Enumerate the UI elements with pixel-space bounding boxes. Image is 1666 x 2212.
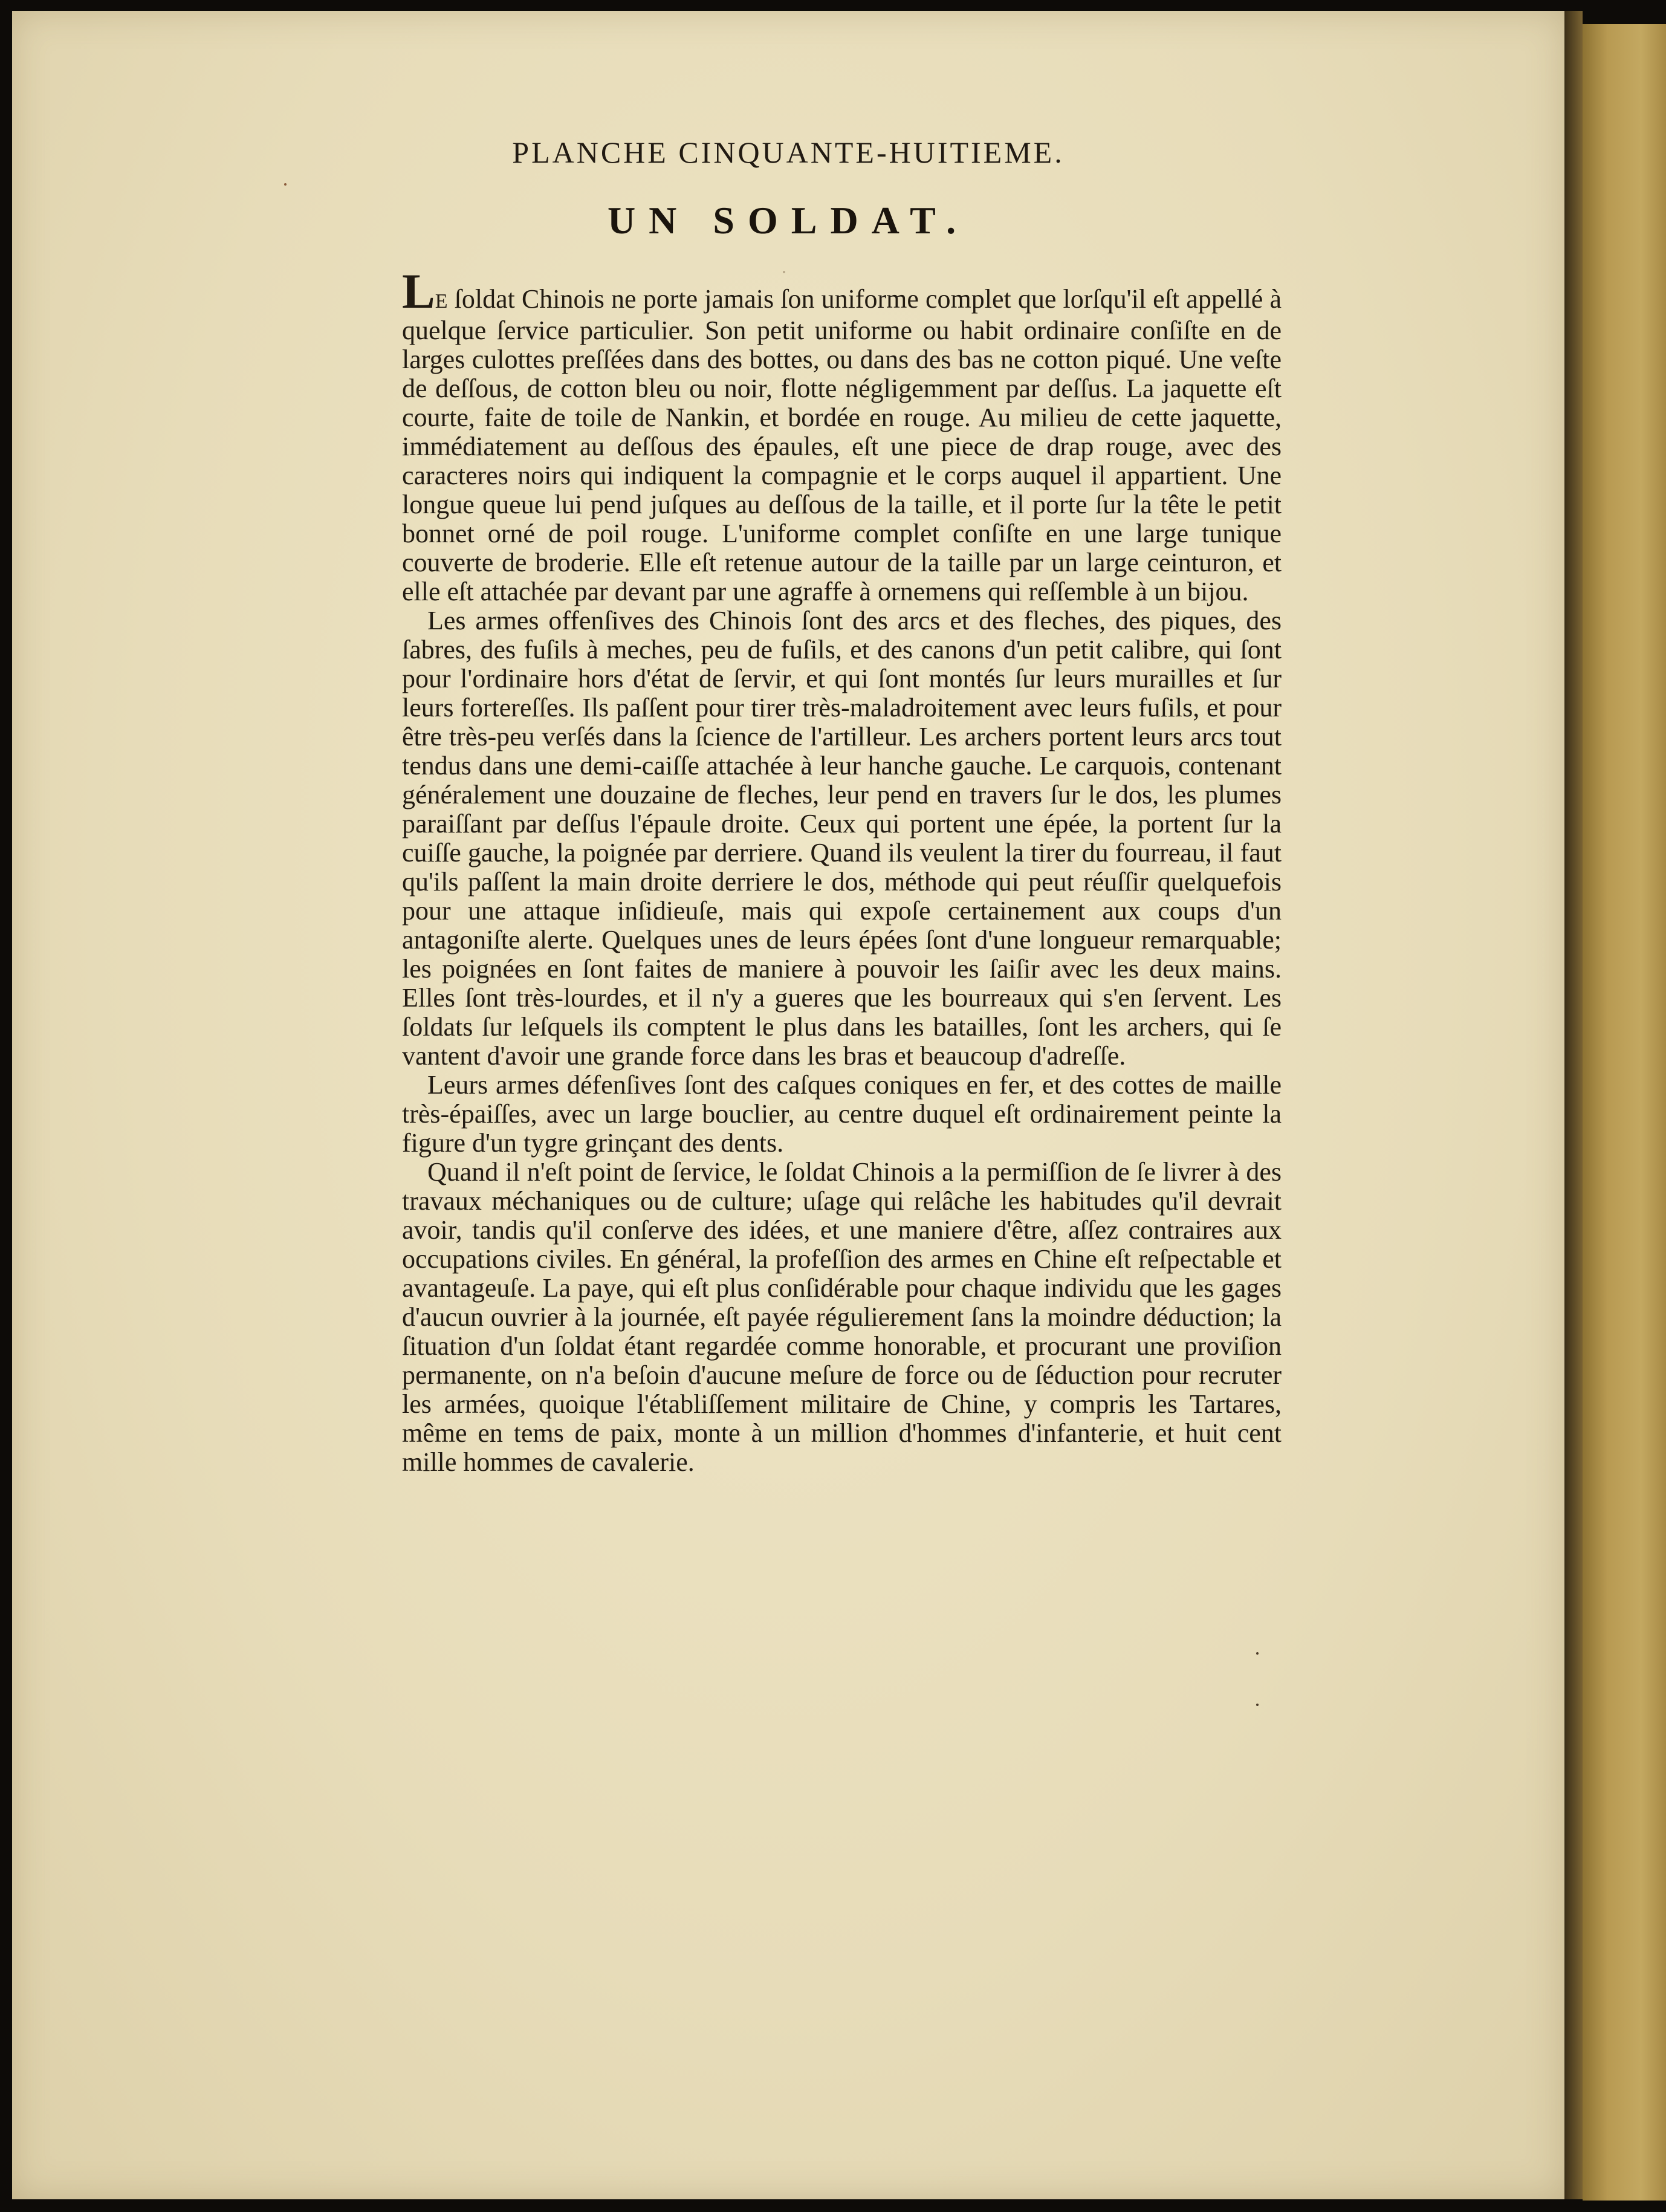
small-caps: E	[435, 290, 448, 313]
paragraph-1	[402, 264, 1282, 606]
running-head: PLANCHE CINQUANTE-HUITIEME.	[512, 135, 1065, 169]
paragraph-1-text: ſoldat Chinois ne porte jamais ſon uniforme complet que lorſqu'il eſt appellé à quelque ſervice particulier. Son petit uniforme ou habit ordinaire conſiſte en de larges culottes preſſées dans des bottes, ou dans des bas ne cotton piqué. Une veſte de deſſous, de cotton bleu ou noir, flotte négligemment par deſſus. La jaquette eſt courte, faite de toile de Nankin, et bordée en rouge. Au milieu de cette jaquette, immédiatement au deſſous des épaules, eſt une piece de drap rouge, avec des caracteres noirs qui indiquent la compagnie et le corps auquel il appartient. Une longue queue lui pend juſques au deſſous de la taille, et il porte ſur la tête le petit bonnet orné de poil rouge. L'uniforme complet conſiſte en une large tunique couverte de broderie. Elle eſt retenue autour de la taille par un large ceinturon, et elle eſt attachée par devant par une agraffe à ornemens qui reſſemble à un bijou.	[402, 284, 1282, 606]
book-page	[12, 11, 1564, 2199]
book-gutter	[1564, 11, 1583, 2199]
paragraph-2: Les armes offenſives des Chinois ſont des arcs et des fleches, des piques, des ſabres, des fuſils à meches, peu de fuſils, et des canons d'un petit calibre, qui ſont pour l'ordinaire hors d'état de ſervir, et qui ſont montés ſur leurs murailles et ſur leurs fortereſſes. Ils paſſent pour tirer très-maladroitement avec leurs fuſils, et pour être très-peu verſés dans la ſcience de l'artilleur. Les archers portent leurs arcs tout tendus dans une demi-caiſſe attachée à leur hanche gauche. Le carquois, contenant généralement une douzaine de fleches, leur pend en travers ſur le dos, les plumes paraiſſant par deſſus l'épaule droite. Ceux qui portent une épée, la portent ſur la cuiſſe gauche, la poignée par derriere. Quand ils veulent la tirer du fourreau, il faut qu'ils paſſent la main droite derriere le dos, méthode qui peut réuſſir quelquefois pour une attaque inſidieuſe, mais qui expoſe certainement aux coups d'un antagoniſte alerte. Quelques unes de leurs épées ſont d'une longueur remarquable; les poignées en ſont faites de maniere à pouvoir les ſaiſir avec les deux mains. Elles ſont très-lourdes, et il n'y a gueres que les bourreaux qui s'en ſervent. Les ſoldats ſur leſquels ils comptent le plus dans les batailles, ſont les archers, qui ſe vantent d'avoir une grande force dans les bras et beaucoup d'adreſſe.	[402, 606, 1282, 1071]
page-title: UN SOLDAT.	[607, 199, 970, 242]
paragraph-3: Leurs armes défenſives ſont des caſques coniques en fer, et des cottes de maille très-épaiſſes, avec un large bouclier, au centre duquel eſt ordinairement peinte la figure d'un tygre grinçant des dents.	[402, 1070, 1282, 1158]
body-text	[402, 264, 1282, 1477]
drop-cap: L	[402, 264, 435, 319]
adjacent-page-edge	[1583, 24, 1666, 2201]
paragraph-4: Quand il n'eſt point de ſervice, le ſoldat Chinois a la permiſſion de ſe livrer à des travaux méchaniques ou de culture; uſage qui relâche les habitudes qu'il devrait avoir, tandis qu'il conſerve des idées, et une maniere d'être, aſſez contraires aux occupations civiles. En général, la profeſſion des armes en Chine eſt reſpectable et avantageuſe. La paye, qui eſt plus conſidérable pour chaque individu que les gages d'aucun ouvrier à la journée, eſt payée régulierement ſans la moindre déduction; la ſituation d'un ſoldat étant regardée comme honorable, et procurant une proviſion permanente, on n'a beſoin d'aucune meſure de force ou de ſéduction pour recruter les armées, quoique l'établiſſement militaire de Chine, y compris les Tartares, même en tems de paix, monte à un million d'hommes d'infanterie, et huit cent mille hommes de cavalerie.	[402, 1157, 1282, 1477]
